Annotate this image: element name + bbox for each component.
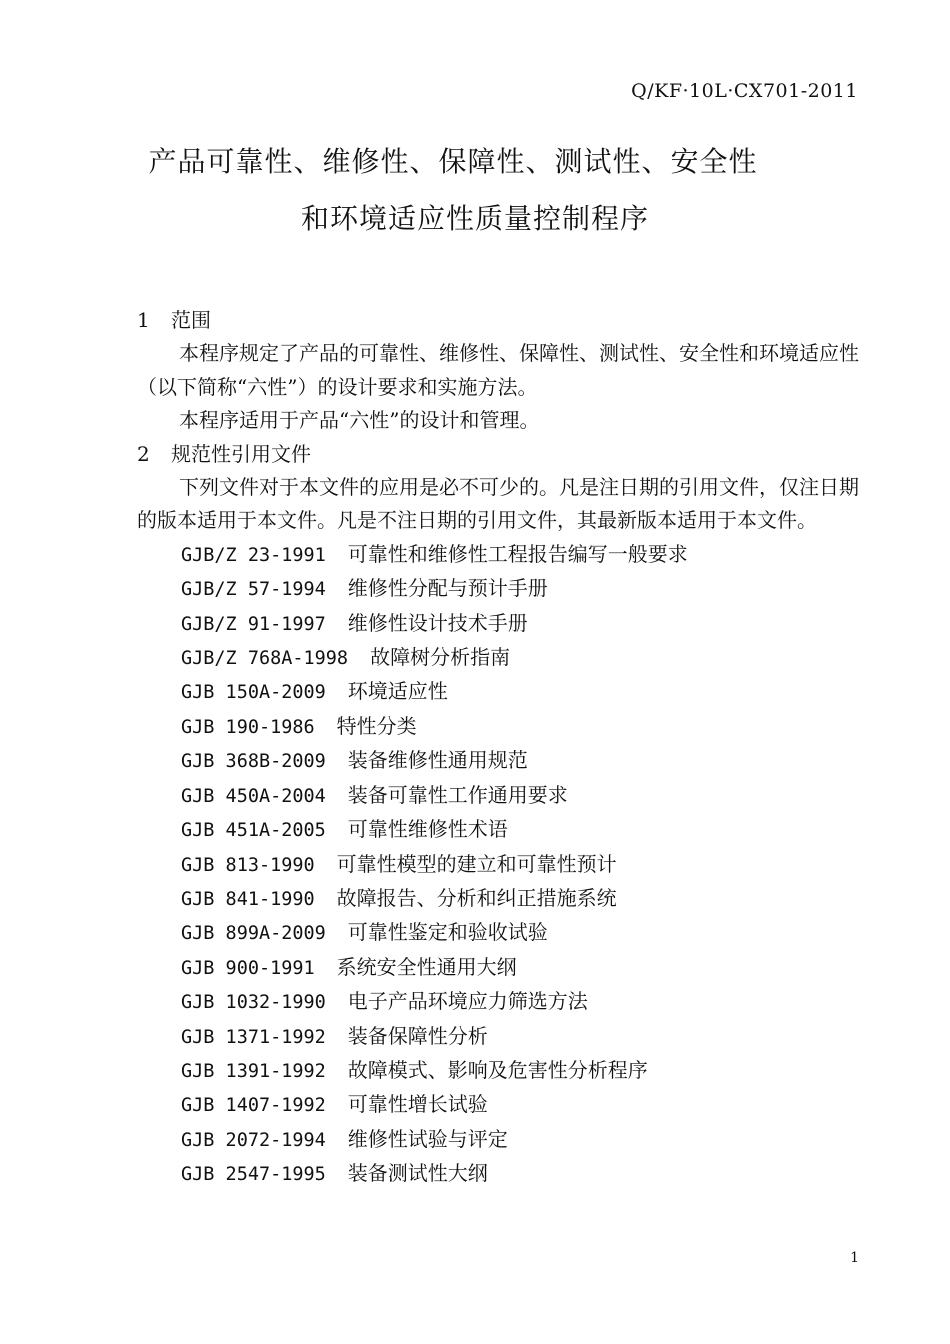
scope-paragraph-2: 本程序适用于产品“六性”的设计和管理。 — [179, 408, 540, 433]
reference-code: GJB 1371-1992 — [181, 1026, 326, 1048]
reference-title: 维修性试验与评定 — [347, 1126, 508, 1151]
section-title: 范围 — [171, 308, 211, 332]
reference-title: 装备保障性分析 — [347, 1023, 488, 1048]
reference-code: GJB 899A-2009 — [181, 923, 326, 945]
section-heading-scope — [137, 304, 859, 337]
reference-item — [181, 744, 859, 778]
reference-title: 可靠性鉴定和验收试验 — [347, 920, 548, 945]
reference-code: GJB 2547-1995 — [181, 1164, 326, 1186]
reference-code: GJB 150A-2009 — [181, 682, 326, 704]
section-heading-normative-references — [137, 438, 859, 471]
reference-code: GJB 451A-2005 — [181, 820, 326, 842]
reference-item — [181, 813, 859, 847]
document-body — [137, 304, 859, 1192]
reference-item — [181, 607, 859, 641]
reference-code: GJB 368B-2009 — [181, 751, 326, 773]
reference-code: GJB/Z 57-1994 — [181, 579, 326, 601]
reference-item — [181, 572, 859, 606]
reference-title: 可靠性增长试验 — [347, 1092, 488, 1117]
document-title-line-2: 和环境适应性质量控制程序 — [300, 202, 649, 235]
reference-title: 装备测试性大纲 — [347, 1161, 488, 1186]
reference-item — [181, 710, 859, 744]
reference-item — [181, 1123, 859, 1157]
document-code: Q/KF·10L·CX701-2011 — [631, 80, 858, 102]
reference-title: 装备维修性通用规范 — [347, 748, 528, 773]
reference-code: GJB 2072-1994 — [181, 1129, 326, 1151]
reference-item — [181, 985, 859, 1019]
reference-code: GJB 1407-1992 — [181, 1095, 326, 1117]
reference-list — [137, 538, 859, 1192]
reference-title: 系统安全性通用大纲 — [336, 954, 517, 979]
reference-code: GJB/Z 23-1991 — [181, 544, 326, 566]
reference-title: 故障模式、影响及危害性分析程序 — [347, 1057, 648, 1082]
section-number: 2 — [137, 441, 150, 466]
reference-title: 维修性设计技术手册 — [347, 610, 528, 635]
reference-item — [181, 1157, 859, 1191]
scope-paragraph-1: 本程序规定了产品的可靠性、维修性、保障性、测试性、安全性和环境适应性（以下简称“六性”）的设计要求和实施方法。 — [137, 341, 859, 399]
reference-title: 可靠性维修性术语 — [347, 817, 508, 842]
reference-item — [181, 641, 859, 675]
reference-code: GJB/Z 768A-1998 — [181, 648, 349, 670]
reference-title: 装备可靠性工作通用要求 — [347, 782, 568, 807]
reference-item — [181, 1020, 859, 1054]
reference-title: 故障报告、分析和纠正措施系统 — [336, 885, 617, 910]
reference-code: GJB 450A-2004 — [181, 785, 326, 807]
reference-code: GJB 1391-1992 — [181, 1060, 326, 1082]
reference-title: 电子产品环境应力筛选方法 — [347, 989, 588, 1014]
reference-code: GJB 190-1986 — [181, 716, 315, 738]
reference-title: 特性分类 — [336, 713, 417, 738]
reference-code: GJB 813-1990 — [181, 854, 315, 876]
reference-title: 维修性分配与预计手册 — [347, 576, 548, 601]
section-title: 规范性引用文件 — [171, 441, 311, 466]
references-intro-paragraph: 下列文件对于本文件的应用是必不可少的。凡是注日期的引用文件，仅注日期的版本适用于本文件。凡是不注日期的引用文件，其最新版本适用于本文件。 — [137, 475, 859, 533]
document-title-line-1: 产品可靠性、维修性、保障性、测试性、安全性 — [148, 145, 758, 178]
reference-item — [181, 1088, 859, 1122]
reference-code: GJB/Z 91-1997 — [181, 613, 326, 635]
reference-code: GJB 900-1991 — [181, 957, 315, 979]
reference-item — [181, 675, 859, 709]
reference-item — [181, 916, 859, 950]
reference-code: GJB 841-1990 — [181, 888, 315, 910]
section-number: 1 — [137, 308, 150, 332]
reference-item — [181, 951, 859, 985]
reference-title: 故障树分析指南 — [370, 645, 511, 670]
page-number: 1 — [850, 1250, 859, 1266]
reference-item — [181, 1054, 859, 1088]
reference-title: 可靠性模型的建立和可靠性预计 — [336, 851, 617, 876]
reference-item — [181, 779, 859, 813]
reference-title: 可靠性和维修性工程报告编写一般要求 — [347, 541, 688, 566]
reference-code: GJB 1032-1990 — [181, 992, 326, 1014]
reference-item — [181, 538, 859, 572]
reference-item — [181, 882, 859, 916]
reference-title: 环境适应性 — [347, 679, 448, 704]
reference-item — [181, 848, 859, 882]
